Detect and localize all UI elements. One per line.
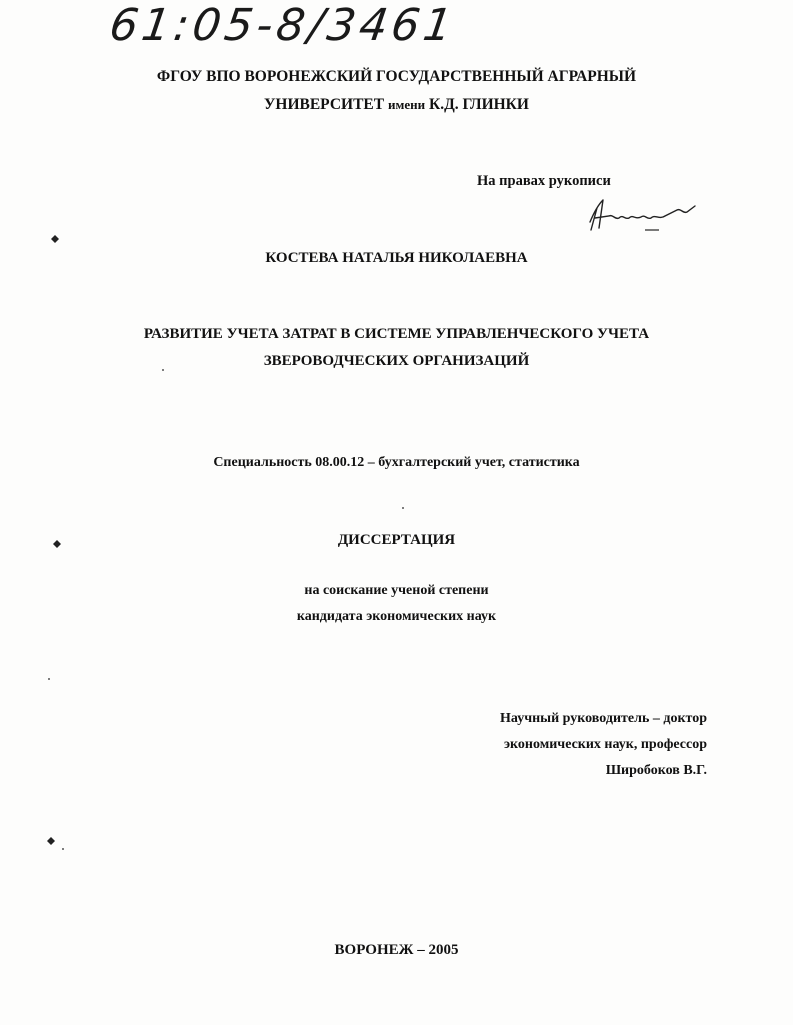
- scan-speck: [48, 678, 50, 680]
- binding-mark-icon: [46, 836, 56, 846]
- city-year: ВОРОНЕЖ – 2005: [334, 942, 459, 958]
- institution-line-2: [0, 96, 793, 114]
- degree-line-1: на соискание ученой степени: [304, 583, 489, 598]
- specialty-line: Специальность 08.00.12 – бухгалтерский учет, статистика: [213, 455, 580, 470]
- advisor-line-2: экономических наук, профессор: [503, 737, 707, 752]
- institution-line-2-small: имени: [387, 97, 426, 112]
- author-name: КОСТЕВА НАТАЛЬЯ НИКОЛАЕВНА: [265, 250, 528, 266]
- advisor-line-1: Научный руководитель – доктор: [500, 711, 707, 726]
- scan-speck: [162, 369, 164, 371]
- thesis-title-line-2: ЗВЕРОВОДЧЕСКИХ ОРГАНИЗАЦИЙ: [263, 353, 530, 369]
- binding-mark-icon: [50, 234, 60, 244]
- degree-line-2: кандидата экономических наук: [296, 609, 497, 624]
- institution-line-2-main: УНИВЕРСИТЕТ: [264, 96, 385, 113]
- scan-speck: [62, 848, 64, 850]
- thesis-title-line-1: РАЗВИТИЕ УЧЕТА ЗАТРАТ В СИСТЕМЕ УПРАВЛЕНЧЕСКОГО УЧЕТА: [143, 326, 650, 342]
- document-type: ДИССЕРТАЦИЯ: [337, 532, 456, 548]
- signature-icon: [585, 190, 705, 240]
- scan-speck: [402, 507, 404, 509]
- archive-code: 61:05-8/3461: [106, 0, 460, 51]
- binding-mark-icon: [52, 539, 62, 549]
- institution-line-1: ФГОУ ВПО ВОРОНЕЖСКИЙ ГОСУДАРСТВЕННЫЙ АГРАРНЫЙ: [156, 68, 637, 85]
- manuscript-note: На правах рукописи: [477, 173, 611, 189]
- institution-line-2-end: К.Д. ГЛИНКИ: [428, 96, 529, 113]
- advisor-name: Широбоков В.Г.: [605, 763, 707, 778]
